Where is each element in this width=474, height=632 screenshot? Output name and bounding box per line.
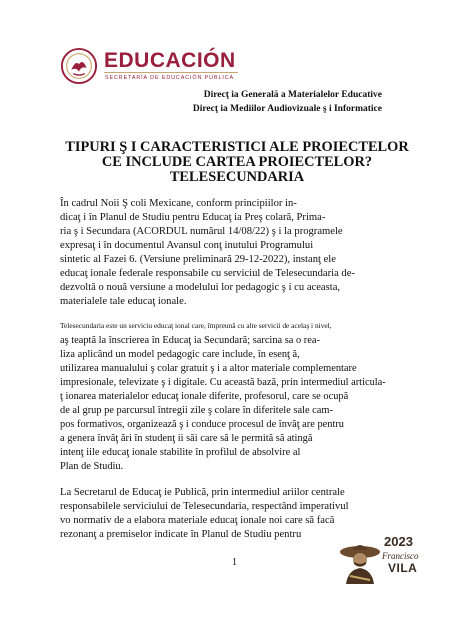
logo-divider xyxy=(104,72,238,73)
text-line: utilizarea manualului ş colar gratuit ş i a altor materiale complementare xyxy=(60,363,357,374)
logo-wordmark: EDUCACIÓN xyxy=(104,49,236,72)
text-line: ţ ionarea materialelor educaţ ionale diferite, profesorul, care se ocupă xyxy=(60,391,349,402)
text-line: responsabilele serviciului de Telesecundaria, respectând imperativul xyxy=(60,501,349,512)
anniversary-logo xyxy=(338,534,430,590)
text-line: expresaţ i în documentul Avansul conţ inutului Programului xyxy=(60,240,314,251)
document-title xyxy=(30,140,444,185)
text-line: Telesecundaria este un serviciu educaţ ional care, împreună cu alte servicii de acelaş i nivel, xyxy=(60,321,332,330)
text-line: În cadrul Noii Ş coli Mexicane, conform principiilor in- xyxy=(60,198,297,209)
title-line: TELESECUNDARIA xyxy=(169,169,305,185)
portrait-icon xyxy=(338,540,382,586)
text-line: dezvoltă o nouă versiune a modelului lor pedagogic ş i cu aceasta, xyxy=(60,282,341,293)
eagle-emblem-icon xyxy=(60,47,98,85)
sep-logo xyxy=(60,45,260,85)
page-number: 1 xyxy=(232,557,237,568)
text-line: liza aplicând un model pedagogic care include, în esenţ ă, xyxy=(60,349,300,360)
text-line: ria ş i Secundara (ACORDUL numărul 14/08/22) ş i la programele xyxy=(60,226,343,237)
department-line-2: Direcţ ia Mediilor Audiovizuale ş i Informatice xyxy=(192,104,382,114)
text-line: Plan de Studiu. xyxy=(60,461,124,472)
text-line: intenţ iile educaţ ionale stabilite în profilul de absolvire al xyxy=(60,447,301,458)
text-line: La Secretarul de Educaţ ie Publică, prin intermediul ariilor centrale xyxy=(60,487,345,498)
text-line: dicaţ i în Planul de Studiu pentru Educaţ ia Preş colară, Prima- xyxy=(60,212,326,223)
title-line: CE INCLUDE CARTEA PROIECTELOR? xyxy=(101,154,373,170)
text-line: sintetic al Fazei 6. (Versiune preliminară 29-12-2022), instanţ ele xyxy=(60,254,336,265)
anniversary-year: 2023 xyxy=(384,534,413,549)
text-line: educaţ ionale federale responsabile cu serviciul de Telesecundaria de- xyxy=(60,268,355,279)
department-line-1: Direcţ ia Generală a Materialelor Educative xyxy=(203,90,382,100)
title-line: TIPURI Ş I CARACTERISTICI ALE PROIECTELOR xyxy=(65,139,409,155)
text-line: impresionale, televizate ş i digitale. Cu această bază, prin intermediul articula- xyxy=(60,377,386,388)
text-line: rezonanţ a premiselor indicate în Planul de Studiu pentru xyxy=(60,529,302,540)
text-line: a genera învăţ ări în studenţ ii săi care să le permită să atingă xyxy=(60,433,313,444)
text-line: de al grup pe parcursul întregii zile ş colare în diferitele sale cam- xyxy=(60,405,333,416)
text-line: pos formativos, organizează ş i conduce procesul de învăţ are pentru xyxy=(60,419,345,430)
logo-subtitle: SECRETARÍA DE EDUCACIÓN PÚBLICA xyxy=(105,75,235,81)
text-line: aş teaptă la înscrierea în Educaţ ia Secundară; sarcina sa o rea- xyxy=(60,335,320,346)
text-line: vo normativ de a elabora materiale educaţ ionale noi care să facă xyxy=(60,515,335,526)
anniversary-surname: VILA xyxy=(388,561,418,575)
anniversary-name: Francisco xyxy=(382,551,419,561)
text-line: materialele tale educaţ ionale. xyxy=(60,296,187,307)
